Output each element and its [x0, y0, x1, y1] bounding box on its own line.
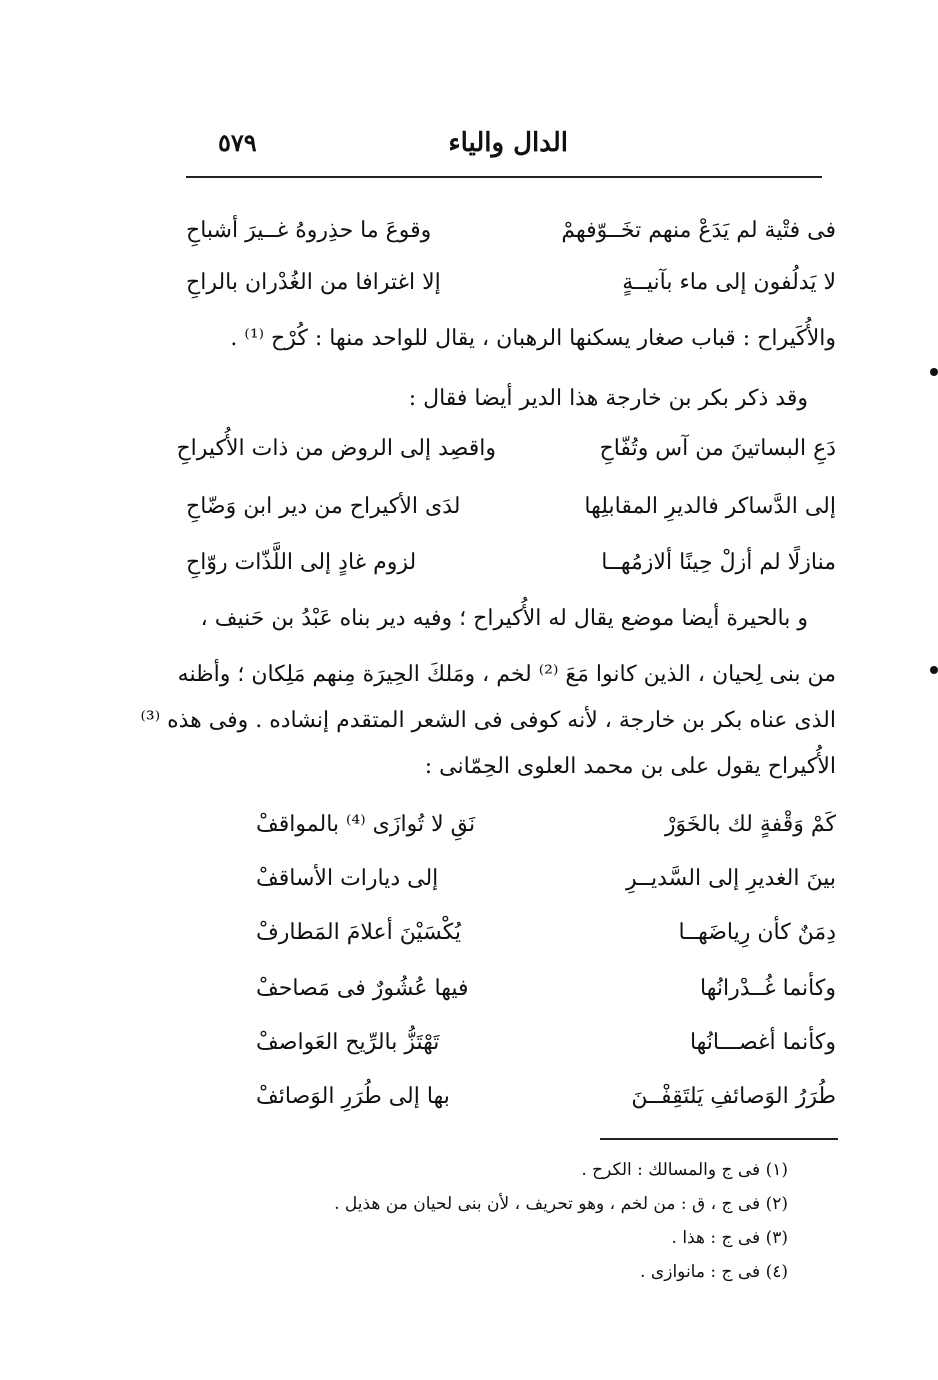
verse-line — [256, 812, 836, 852]
footnote: (١) فى ج والمسالك : الكرح . — [581, 1160, 788, 1180]
prose-line: الذى عناه بكر بن خارجة ، لأنه كوفى فى الشعر المتقدم إنشاده . وفى هذه ⁽³⁾ — [140, 708, 836, 733]
prose-line: و بالحيرة أيضا موضع يقال له الأُكيراح ؛ وفيه دير بناه عَبْدُ بن حَنيف ، — [200, 606, 808, 631]
verse-line — [186, 270, 836, 310]
prose-line: وقد ذكر بكر بن خارجة هذا الدير أيضا فقال : — [408, 386, 808, 411]
verse-second-hemistich: واقصِد إلى الروض من ذات الأُكيراحِ — [176, 436, 496, 461]
prose-line: الأُكيراح يقول على بن محمد العلوى الحِمّانى : — [424, 754, 836, 779]
verse-first-hemistich: دِمَنٌ كأن رِياضَهــا — [678, 920, 836, 945]
footnote: (٢) فى ج ، ق : من لخم ، وهو تحريف ، لأن بنى لحيان من هذيل . — [334, 1194, 788, 1214]
verse-first-hemistich: وكأنما أغصـــانُها — [689, 1030, 836, 1055]
verse-first-hemistich: فى فتْية لم يَدَعْ منهم تخَــوّفهمْ — [561, 218, 836, 243]
running-title: الدال والياء — [448, 128, 568, 158]
verse-second-hemistich: يُكْسَيْنَ أعلامَ المَطارفْ — [256, 920, 461, 945]
footnote: (٤) فى ج : مانوازى . — [640, 1262, 788, 1282]
verse-line — [256, 976, 836, 1016]
verse-second-hemistich: بها إلى طُرَرِ الوَصائفْ — [256, 1084, 450, 1109]
verse-line — [186, 550, 836, 590]
verse-line — [186, 494, 836, 534]
margin-dot — [930, 666, 938, 674]
verse-first-hemistich: كَمْ وَقْفةٍ لك بالخَوَرْ — [664, 812, 836, 837]
verse-first-hemistich: طُرَرُ الوَصائفِ يَلتَقِفْــنَ — [631, 1084, 836, 1109]
verse-second-hemistich: لدَى الأكيراح من دير ابن وَضّاحِ — [186, 494, 461, 519]
prose-line: والأُكَيراح : قباب صغار يسكنها الرهبان ، يقال للواحد منها : كُرْح ⁽¹⁾ . — [230, 326, 836, 351]
verse-second-hemistich: تَهْتَزُّ بالرِّيح العَواصفْ — [256, 1030, 440, 1055]
prose-line: من بنى لِحيان ، الذين كانوا مَعَ ⁽²⁾ لخم ، ومَلكَ الحِيرَة مِنهم مَلِكان ؛ وأظنه — [177, 662, 836, 687]
verse-second-hemistich: فيها عُشُورٌ فى مَصاحفْ — [256, 976, 469, 1001]
verse-line — [256, 1084, 836, 1124]
footnote: (٣) فى ج : هذا . — [671, 1228, 788, 1248]
verse-second-hemistich: نَقِ لا تُوازَى ⁽⁴⁾ بالمواقفْ — [256, 812, 476, 837]
verse-line — [256, 920, 836, 960]
header-rule — [186, 176, 822, 178]
page-header — [218, 128, 838, 164]
verse-first-hemistich: إلى الدَّساكر فالديرِ المقابلِها — [584, 494, 836, 519]
footnote-rule — [600, 1138, 838, 1140]
verse-first-hemistich: بينَ الغديرِ إلى السَّديــرِ — [625, 866, 836, 891]
verse-second-hemistich: لزوم غادٍ إلى اللَّذّات روّاحِ — [186, 550, 417, 575]
verse-first-hemistich: وكأنما غُــدْرانُها — [700, 976, 836, 1001]
page-number: ٥٧٩ — [218, 128, 257, 157]
verse-line — [256, 866, 836, 906]
margin-dot — [930, 368, 938, 376]
verse-line — [176, 436, 836, 476]
verse-second-hemistich: وقوعَ ما حذِروهُ غــيرَ أشباحِ — [186, 218, 432, 243]
verse-line — [256, 1030, 836, 1070]
verse-second-hemistich: إلا اغترافا من الغُدْران بالراحِ — [186, 270, 441, 295]
verse-line — [186, 218, 836, 258]
verse-first-hemistich: لا يَدلُفون إلى ماء بآنيــةٍ — [622, 270, 836, 295]
verse-second-hemistich: إلى ديارات الأساقفْ — [256, 866, 439, 891]
verse-first-hemistich: دَعِ البساتينَ من آس وتُفّاحِ — [599, 436, 836, 461]
verse-first-hemistich: منازلًا لم أزلْ حِينًا ألازمُهــا — [601, 550, 836, 575]
